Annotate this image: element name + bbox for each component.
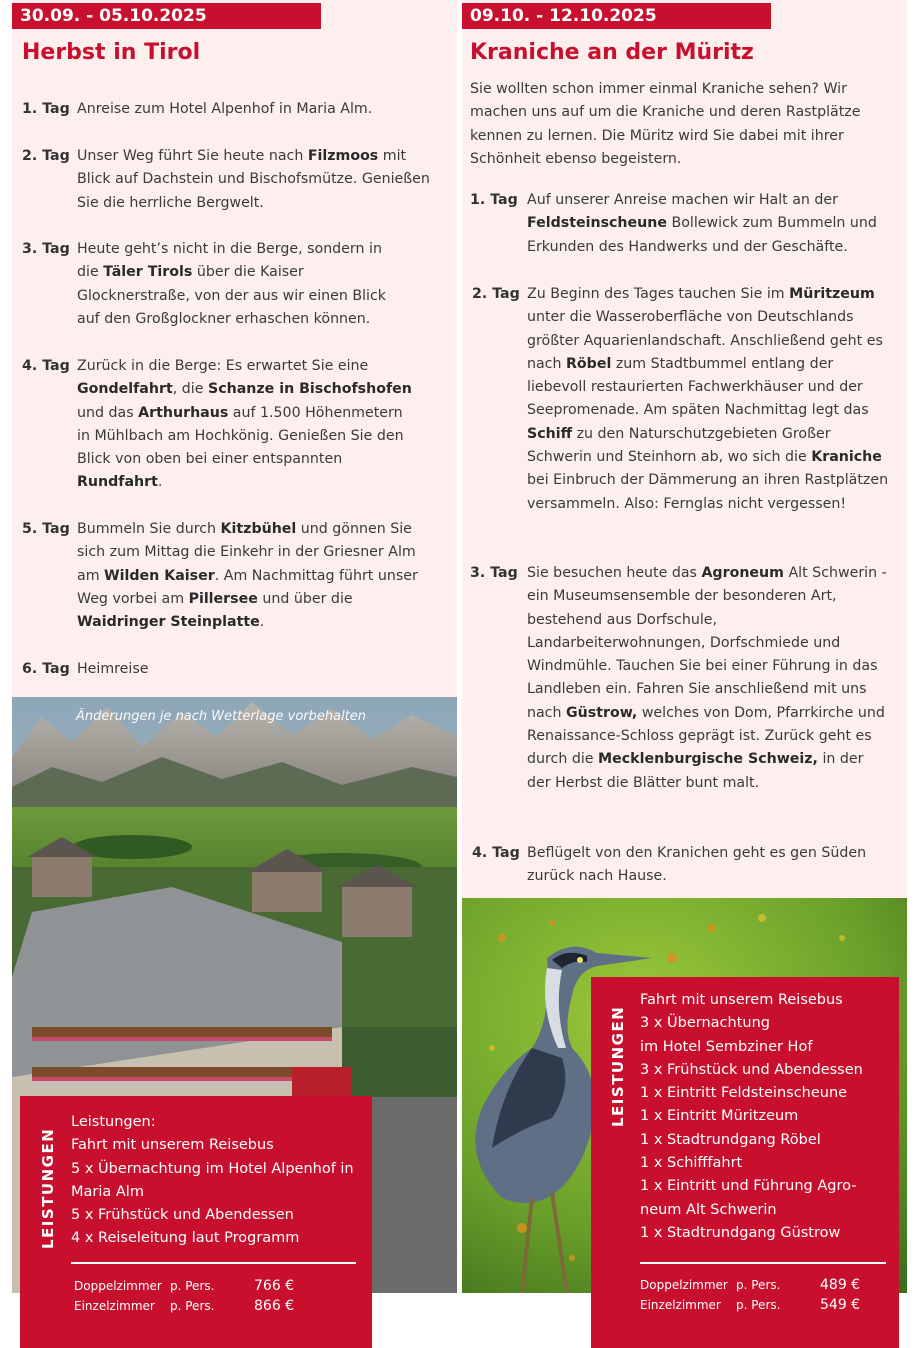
price-per: p. Pers. xyxy=(170,1299,215,1313)
services-item: 1 x Stadtrundgang Röbel xyxy=(640,1131,821,1148)
highlight-term: Kitzbühel xyxy=(220,521,297,537)
room-type: Einzelzimmer xyxy=(640,1298,721,1312)
day-label: 2. Tag xyxy=(472,286,520,302)
day-label: 3. Tag xyxy=(470,565,518,581)
room-type: Doppelzimmer xyxy=(74,1279,162,1293)
price-per: p. Pers. xyxy=(736,1278,781,1292)
services-box xyxy=(20,1096,372,1348)
price-value: 549 € xyxy=(820,1297,861,1313)
services-item: 1 x Eintritt Müritzeum xyxy=(640,1108,799,1125)
services-item: Fahrt mit unserem Reisebus xyxy=(640,992,843,1008)
highlight-term: Kraniche xyxy=(811,449,882,466)
price-row xyxy=(640,1275,890,1295)
services-item: 5 x Frühstück und Abendessen xyxy=(71,1207,294,1224)
day-text: Sie besuchen heute das Agroneum Alt Schwerin - ein Museumsensemble der besonderen Art, bestehend aus Dorfschule, Landarbeiterwohnungen, Dorfschmiede und Windmühle. Tauchen Sie bei einer Führung in das Landleben ein. Fahren Sie anschließend mit uns nach Güstrow, welches von Dom, Pfarrkirche und Renaissance-Schloss geprägt ist. Zurück geht es durch die Mecklenburgische Schweiz, in der der Herbst die Blätter bunt malt. xyxy=(527,565,887,791)
tour-tirol-panel xyxy=(12,0,457,697)
tour-title: Kraniche an der Müritz xyxy=(470,40,754,65)
highlight-term: Täler Tirols xyxy=(103,264,193,281)
weather-disclaimer: Änderungen je nach Wetterlage vorbehalten xyxy=(76,709,367,724)
day-label: 6. Tag xyxy=(22,661,70,677)
price-per: p. Pers. xyxy=(170,1279,215,1293)
price-value: 489 € xyxy=(820,1277,861,1293)
services-item: Fahrt mit unserem Reisebus xyxy=(71,1137,274,1154)
day-label: 4. Tag xyxy=(22,358,70,374)
highlight-term: Röbel xyxy=(566,355,612,372)
tour-intro: Sie wollten schon immer einmal Kraniche sehen? Wir machen uns auf um die Kraniche und deren Rastplätze kennen zu lernen. Die Müritz wird Sie dabei mit ihrer Schönheit ebenso begeistern. xyxy=(470,81,861,167)
tour-title: Herbst in Tirol xyxy=(22,40,201,65)
day-text: Heimreise xyxy=(77,661,149,677)
tour-date-bar: 30.09. - 05.10.2025 xyxy=(12,3,321,29)
day-text: Anreise zum Hotel Alpenhof in Maria Alm. xyxy=(77,101,373,117)
highlight-term: Feldsteinscheune xyxy=(527,215,667,232)
price-row xyxy=(74,1276,364,1296)
services-item: im Hotel Sembziner Hof xyxy=(640,1038,813,1055)
highlight-term: Waidringer Steinplatte xyxy=(77,614,260,631)
room-type: Einzelzimmer xyxy=(74,1299,155,1313)
services-item: 3 x Übernachtung xyxy=(640,1015,770,1032)
services-item: 1 x Eintritt und Führung Agro- xyxy=(640,1178,857,1195)
services-item: 1 x Eintritt Feldsteinscheune xyxy=(640,1085,848,1102)
day-text: Heute geht’s nicht in die Berge, sondern in die Täler Tirols über die Kaiser Glocknerstraße, von der aus wir einen Blick auf den Großglockner erhaschen können. xyxy=(77,241,387,327)
services-item: Leistungen: xyxy=(71,1114,156,1130)
day-text: Zurück in die Berge: Es erwartet Sie eine Gondelfahrt, die Schanze in Bischofshofen und das Arthurhaus auf 1.500 Höhenmetern in Mühlbach am Hochkönig. Genießen Sie den Blick von oben bei einer entspannten Rundfahrt. xyxy=(77,358,412,491)
tour-mueritz-panel xyxy=(462,0,907,898)
day-text: Unser Weg führt Sie heute nach Filzmoos mit Blick auf Dachstein und Bischofsmütze. Genießen Sie die herrliche Bergwelt. xyxy=(77,148,430,211)
highlight-term: Müritzeum xyxy=(789,286,875,302)
highlight-term: Gondelfahrt xyxy=(77,381,173,398)
price-divider xyxy=(640,1262,886,1264)
services-item: neum Alt Schwerin xyxy=(640,1201,777,1218)
day-label: 1. Tag xyxy=(22,101,70,117)
price-row xyxy=(640,1295,890,1315)
services-box xyxy=(591,977,899,1348)
highlight-term: Arthurhaus xyxy=(138,404,229,421)
price-row xyxy=(74,1296,364,1316)
highlight-term: Schiff xyxy=(527,425,573,442)
services-item: 4 x Reiseleitung laut Programm xyxy=(71,1230,300,1247)
services-vertical-label: LEISTUNGEN xyxy=(609,1005,627,1127)
day-label: 5. Tag xyxy=(22,521,70,537)
day-text: Zu Beginn des Tages tauchen Sie im Müritzeum unter die Wasseroberfläche von Deutschlands größter Aquarienlandschaft. Anschließend geht es nach Röbel zum Stadtbummel entlang der liebevoll restaurierten Fachwerkhäuser und der Seepromenade. Am späten Nachmittag legt das Schiff zu den Naturschutzgebieten Großer Schwerin und Steinhorn ab, wo sich die Kraniche bei Einbruch der Dämmerung an ihren Rastplätzen versammeln. Also: Fernglas nicht vergessen! xyxy=(527,286,889,512)
room-type: Doppelzimmer xyxy=(640,1278,728,1292)
day-text: Auf unserer Anreise machen wir Halt an der Feldsteinscheune Bollewick zum Bummeln und Erkunden des Handwerks und der Geschäfte. xyxy=(527,192,877,255)
day-label: 1. Tag xyxy=(470,192,518,208)
day-label: 3. Tag xyxy=(22,241,70,257)
highlight-term: Mecklenburgische Schweiz, xyxy=(598,751,818,768)
highlight-term: Rundfahrt xyxy=(77,474,158,491)
day-text: Bummeln Sie durch Kitzbühel und gönnen Sie sich zum Mittag die Einkehr in der Griesner Alm am Wilden Kaiser. Am Nachmittag führt unser Weg vorbei am Pillersee und über die Waidringer Steinplatte. xyxy=(77,521,418,631)
services-item: 1 x Stadtrundgang Güstrow xyxy=(640,1224,841,1241)
services-list xyxy=(640,989,895,1245)
services-item: 5 x Übernachtung im Hotel Alpenhof in Maria Alm xyxy=(71,1160,354,1200)
highlight-term: Güstrow, xyxy=(566,704,638,721)
highlight-term: Agroneum xyxy=(701,565,784,581)
day-text: Beflügelt von den Kranichen geht es gen Süden zurück nach Hause. xyxy=(527,845,867,885)
price-per: p. Pers. xyxy=(736,1298,781,1312)
services-item: 3 x Frühstück und Abendessen xyxy=(640,1061,863,1078)
services-list xyxy=(71,1111,366,1251)
day-label: 4. Tag xyxy=(472,845,520,861)
price-divider xyxy=(71,1262,356,1264)
highlight-term: Wilden Kaiser xyxy=(104,567,215,584)
day-label: 2. Tag xyxy=(22,148,70,164)
tour-date-bar: 09.10. - 12.10.2025 xyxy=(462,3,771,29)
highlight-term: Filzmoos xyxy=(307,148,379,164)
price-value: 766 € xyxy=(254,1278,295,1294)
highlight-term: Schanze in Bischofshofen xyxy=(207,381,412,398)
price-value: 866 € xyxy=(254,1298,295,1314)
services-vertical-label: LEISTUNGEN xyxy=(39,1127,57,1249)
highlight-term: Pillersee xyxy=(188,590,258,607)
services-item: 1 x Schifffahrt xyxy=(640,1155,743,1172)
